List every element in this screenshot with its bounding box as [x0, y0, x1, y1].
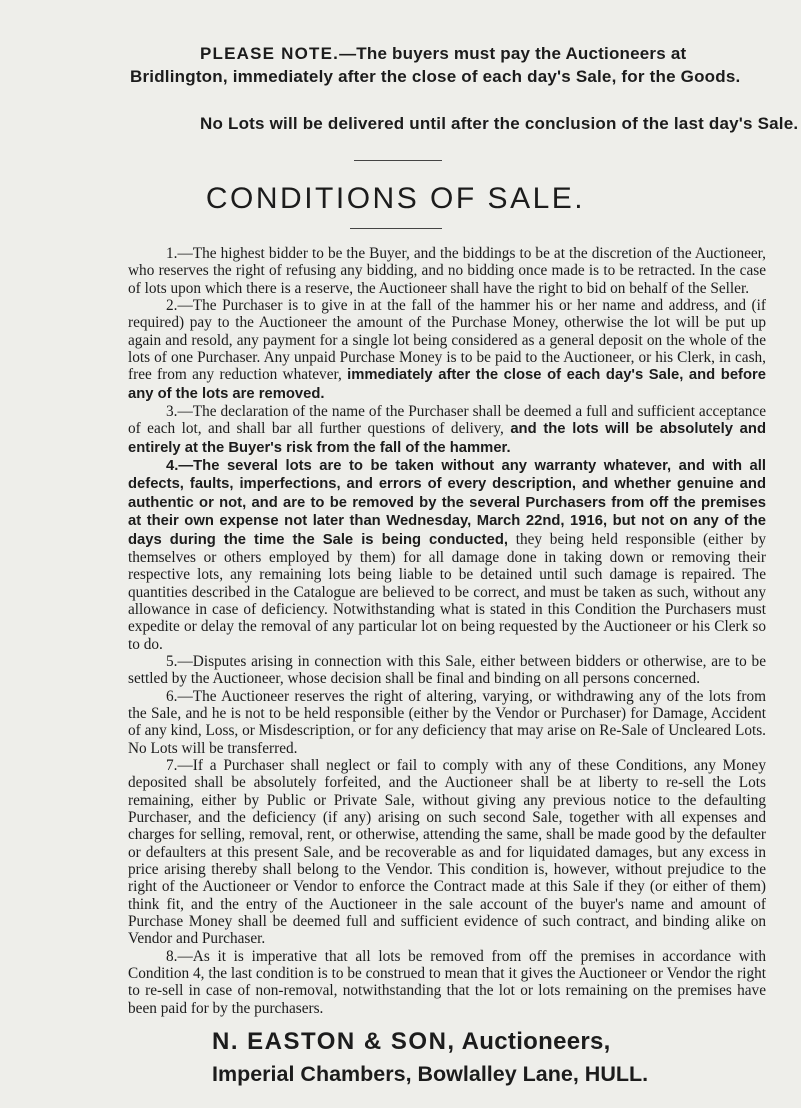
divider-top [354, 160, 442, 161]
auctioneer-signature [212, 1027, 772, 1057]
delivery-notice: No Lots will be delivered until after the conclusion of the last day's Sale. [200, 114, 799, 133]
notice-text: —The buyers must pay the Auctioneers at Bridlington, immediately after the close of each day's Sale, for the Goods. [130, 44, 741, 86]
condition-8: 8.—As it is imperative that all lots be removed from off the premises in accordance with Condition 4, the last condition is to be construed to mean that it gives the Auctioneer or Vendor the right to re-sell in case of non-removal, notwithstanding that the lot or lots remaining on the premises have been paid for by the purchasers. [128, 947, 766, 1017]
condition-5: 5.—Disputes arising in connection with this Sale, either between bidders or otherwise, are to be settled by the Auctioneer, whose decision shall be final and binding on all persons concerned. [128, 652, 766, 688]
firm-role: Auctioneers, [461, 1028, 611, 1055]
notice-lead: PLEASE NOTE. [200, 44, 340, 63]
condition-3: 3.—The declaration of the name of the Purchaser shall be deemed a full and sufficient acceptance of each lot, and shall bar all further questions of delivery, and the lots will be absolutely and entirely at the Buyer's risk from the fall of the hammer. [128, 403, 766, 456]
condition-1: 1.—The highest bidder to be the Buyer, and the biddings to be at the discretion of the Auctioneer, who reserves the right of refusing any bidding, and no bidding once made is to be retracted. In the case of lots upon which there is a reserve, the Auctioneer shall have the right to bid on behalf of the Seller. [128, 245, 766, 297]
condition-4: 4.—The several lots are to be taken without any warranty whatever, and with all defects, faults, imperfections, and errors of every description, and whether genuine and authentic or not, and are to be removed by the several Purchasers from off the premises at their own expense not later than Wednesday, March 22nd, 1916, but not on any of the days during the time the Sale is being conducted, they being held responsible (either by themselves or others employed by them) for all damage done in taking down or removing their respective lots, any remaining lots being liable to be detained until such damage is repaired. The quantities described in the Catalogue are believed to be correct, and must be taken as such, without any allowance in case of deficiency. Notwithstanding what is stated in this Condition the Purchasers must expedite or delay the removal of any particular lot on being requested by the Auctioneer or his Clerk so to do. [128, 458, 766, 653]
firm-name: N. EASTON & SON, [212, 1028, 456, 1055]
condition-6: 6.—The Auctioneer reserves the right of altering, varying, or withdrawing any of the lots from the Sale, and he is not to be held responsible (either by the Vendor or Purchaser) for Damage, Accident of any kind, Loss, or Misdescription, or for any deficiency that may arise on Re-Sale of Uncleared Lots. No Lots will be transferred. [128, 687, 766, 757]
condition-7: 7.—If a Purchaser shall neglect or fail to comply with any of these Conditions, any Money deposited shall be absolutely forfeited, and the Auctioneer shall be at liberty to re-sell the Lots remaining, either by Public or Private Sale, without giving any previous notice to the defaulting Purchaser, and the deficiency (if any) arising on such second Sale, together with all expenses and charges for selling, removal, rent, or otherwise, attending the same, shall be made good by the defaulter or defaulters at this present Sale, and be recoverable as and for liquidated damages, but any excess in price arising thereby shall belong to the Vendor. This condition is, however, without prejudice to the right of the Auctioneer or Vendor to enforce the Contract made at this Sale if they (or either of them) think fit, and the entry of the Auctioneer in the sale account of the buyer's name and amount of Purchase Money shall be deemed full and sufficient evidence of such contract, and binding alike on Vendor and Purchaser. [128, 756, 766, 948]
divider-bottom [350, 228, 442, 229]
payment-notice [130, 42, 770, 88]
conditions-list [128, 245, 766, 1017]
firm-address: Imperial Chambers, Bowlalley Lane, HULL. [212, 1062, 649, 1086]
page-title: CONDITIONS OF SALE. [205, 182, 586, 215]
condition-2: 2.—The Purchaser is to give in at the fall of the hammer his or her name and address, and (if required) pay to the Auctioneer the amount of the Purchase Money, otherwise the lot will be put up again and resold, any payment for a single lot being considered as a general deposit on the whole of the lots of one Purchaser. Any unpaid Purchase Money is to be paid to the Auctioneer, or his Clerk, in cash, free from any reduction whatever, immediately after the close of each day's Sale, and before any of the lots are removed. [128, 297, 766, 402]
